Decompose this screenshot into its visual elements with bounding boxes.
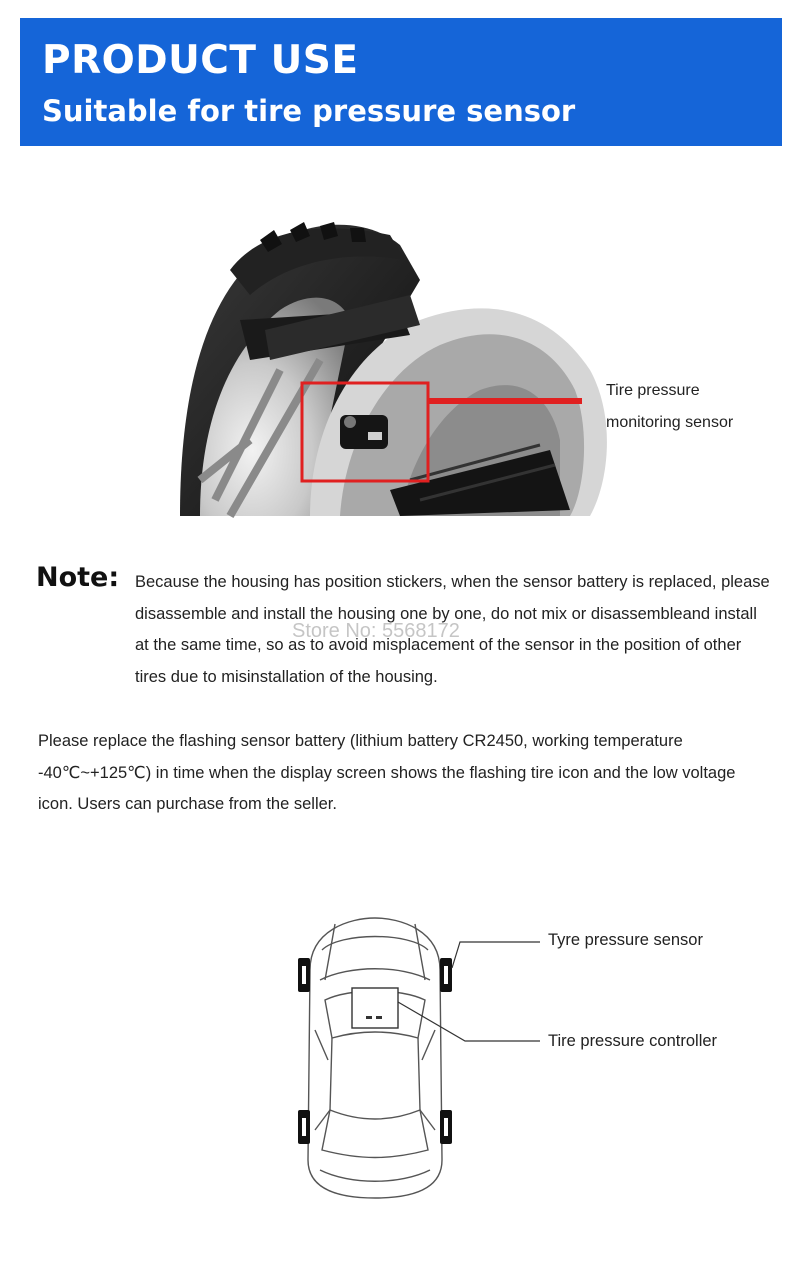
note-title: Note: <box>36 562 120 593</box>
tire-cutaway-image <box>170 200 790 530</box>
note-text: Because the housing has position stickers, when the sensor battery is replaced, please disassemble and install the housing one by one, do not mix or disassembleand install at the same time, so as to avoid misplacement of the sensor in the position of other tires due to misinstallation of the housing. <box>135 573 770 686</box>
controller-icon <box>352 988 398 1028</box>
car-outline-diagram <box>290 910 770 1210</box>
car-tpms-diagram <box>290 910 770 1210</box>
banner-subtitle: Suitable for tire pressure sensor <box>42 94 576 128</box>
tire-pressure-controller-label: Tire pressure controller <box>548 1032 718 1050</box>
tire-sensor-label <box>606 375 733 439</box>
battery-paragraph: Please replace the flashing sensor battery (lithium battery CR2450, working temperature -40℃~+125℃) in time when the display screen shows the flashing tire icon and the low voltage icon. Users can purchase from the seller. <box>38 732 736 813</box>
tire-sensor-illustration <box>170 200 790 530</box>
tire-sensor-label-line1: Tire pressure <box>606 382 700 399</box>
sensor-pointer-line <box>428 398 582 404</box>
product-use-banner <box>20 18 782 146</box>
tire-sensor-label-line2: monitoring sensor <box>606 414 734 431</box>
banner-title: PRODUCT USE <box>42 38 359 83</box>
tyre-pressure-sensor-label: Tyre pressure sensor <box>548 931 703 949</box>
store-watermark: Store No: 5568172 <box>292 620 460 642</box>
